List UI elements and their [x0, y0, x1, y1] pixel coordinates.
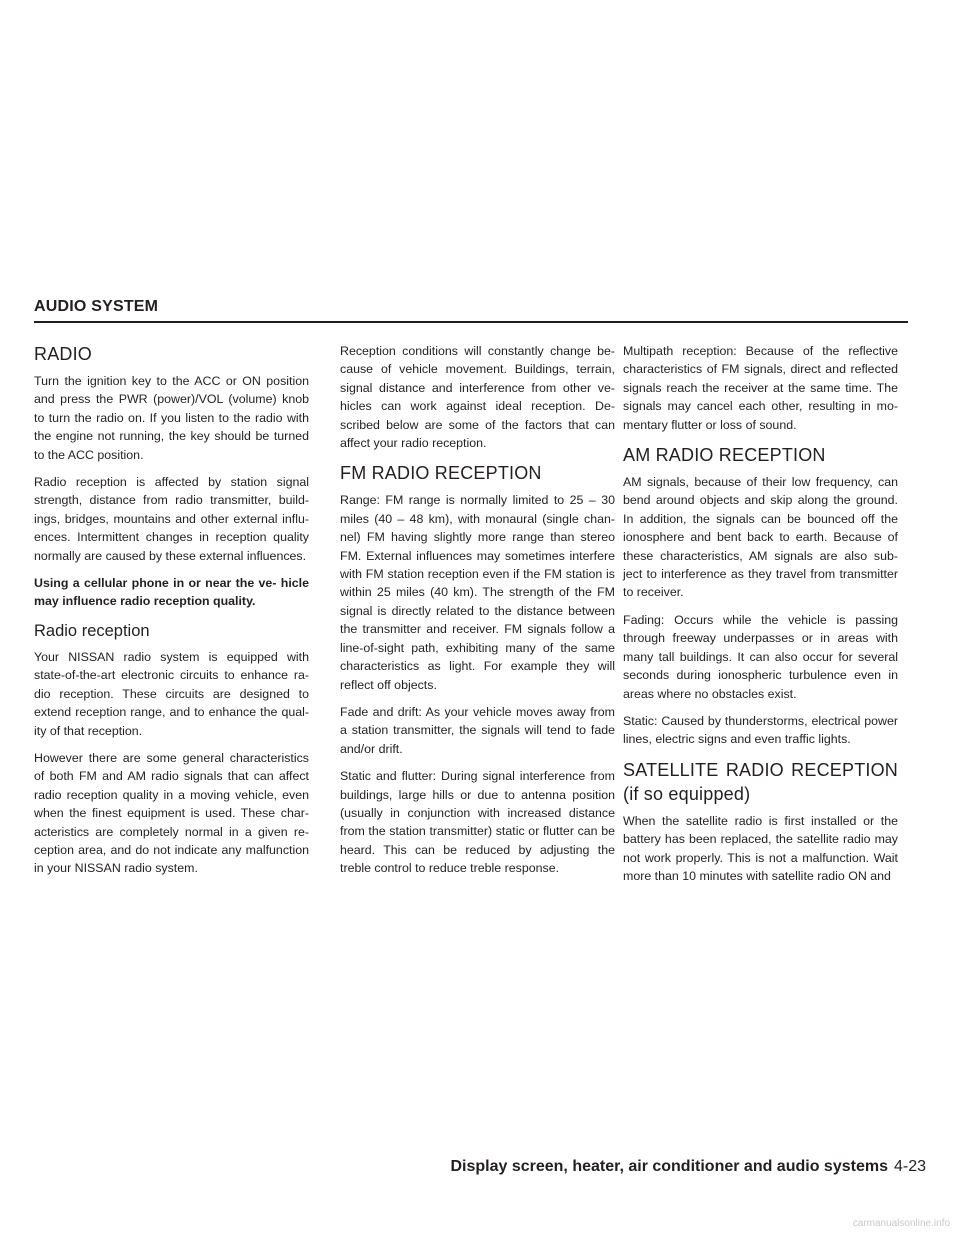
paragraph: Fading: Occurs while the vehicle is passing through freeway underpasses or in areas with many tall buildings. It can also occur for several seconds during ionospheric turbulence even in areas where no obstacles exist.: [623, 612, 898, 701]
chapter-title: Display screen, heater, air conditioner and audio systems: [450, 1158, 888, 1175]
paragraph: Static: Caused by thunderstorms, electrical power lines, electric signs and even traffic lights.: [623, 713, 898, 747]
paragraph: Your NISSAN radio system is equipped with state-of-the-art electronic circuits to enhance ra- dio reception. These circuits are designed to extend reception range, and to enhance the qual- ity of that reception.: [34, 649, 309, 738]
page-number: 4-23: [893, 1158, 926, 1175]
paragraph: Range: FM range is normally limited to 25 – 30 miles (40 – 48 km), with monaural (single chan- nel) FM having slightly more range than stereo FM. External influences may sometimes interfere with FM station reception even if the FM station is within 25 miles (40 km). The strength of the FM signal is directly related to the distance between the transmitter and receiver. FM signals follow a line-of-sight path, exhibiting many of the same characteristics as light. For example they will reflect off objects.: [340, 493, 615, 692]
column-1: [34, 342, 309, 887]
heading-am-reception: AM RADIO RECEPTION: [623, 445, 826, 466]
paragraph: Radio reception is affected by station signal strength, distance from radio transmitter, build- ings, bridges, mountains and other external influ- ences. Intermittent changes in reception quality normally are caused by these external influences.: [34, 475, 309, 563]
section-title: AUDIO SYSTEM: [34, 298, 159, 315]
column-2: [340, 342, 615, 887]
paragraph: Turn the ignition key to the ACC or ON position and press the PWR (power)/VOL (volume) knob to turn the radio on. If you listen to the radio with the engine not running, the key should be turned to the ACC position.: [34, 374, 309, 462]
heading-radio-reception: Radio reception: [34, 621, 150, 640]
paragraph: When the satellite radio is first installed or the battery has been replaced, the satellite radio may not work properly. This is not a malfunction. Wait more than 10 minutes with satellite radio ON and: [623, 813, 898, 883]
column-3: [623, 342, 898, 894]
paragraph: Static and flutter: During signal interference from buildings, large hills or due to antenna position (usually in conjunction with increased distance from the station transmitter) static or flutter can be heard. This can be reduced by adjusting the treble control to reduce treble response.: [340, 769, 615, 876]
paragraph: However there are some general characteristics of both FM and AM radio signals that can affect radio reception quality in a moving vehicle, even when the finest equipment is used. These char- acteristics are completely normal in a given re- ception area, and do not indicate any malfunction in your NISSAN radio system.: [34, 750, 309, 876]
heading-satellite-reception: SATELLITE RADIO RECEPTION (if so equipped): [623, 759, 898, 804]
watermark: carmanualsonline.info: [0, 1218, 960, 1242]
paragraph: AM signals, because of their low frequency, can bend around objects and skip along the ground. In addition, the signals can be bounced off the ionosphere and bent back to earth. Because of these characteristics, AM signals are also sub- ject to interference as they travel from transmitter to receiver.: [623, 475, 898, 600]
heading-fm-reception: FM RADIO RECEPTION: [340, 463, 542, 484]
section-rule: [34, 321, 908, 323]
paragraph: Fade and drift: As your vehicle moves away from a station transmitter, the signals will tend to fade and/or drift.: [340, 704, 615, 756]
warning-note: Using a cellular phone in or near the ve- hicle may influence radio reception quality.: [34, 576, 309, 609]
page-footer: [450, 1158, 926, 1176]
heading-radio: RADIO: [34, 344, 93, 364]
paragraph: Reception conditions will constantly change be- cause of vehicle movement. Buildings, terrain, signal distance and interference from other ve- hicles can work against ideal reception. De- scribed below are some of the factors that can affect your radio reception.: [340, 344, 615, 451]
paragraph: Multipath reception: Because of the reflective characteristics of FM signals, direct and reflected signals reach the receiver at the same time. The signals may cancel each other, resulting in mo- mentary flutter or loss of sound.: [623, 344, 898, 432]
